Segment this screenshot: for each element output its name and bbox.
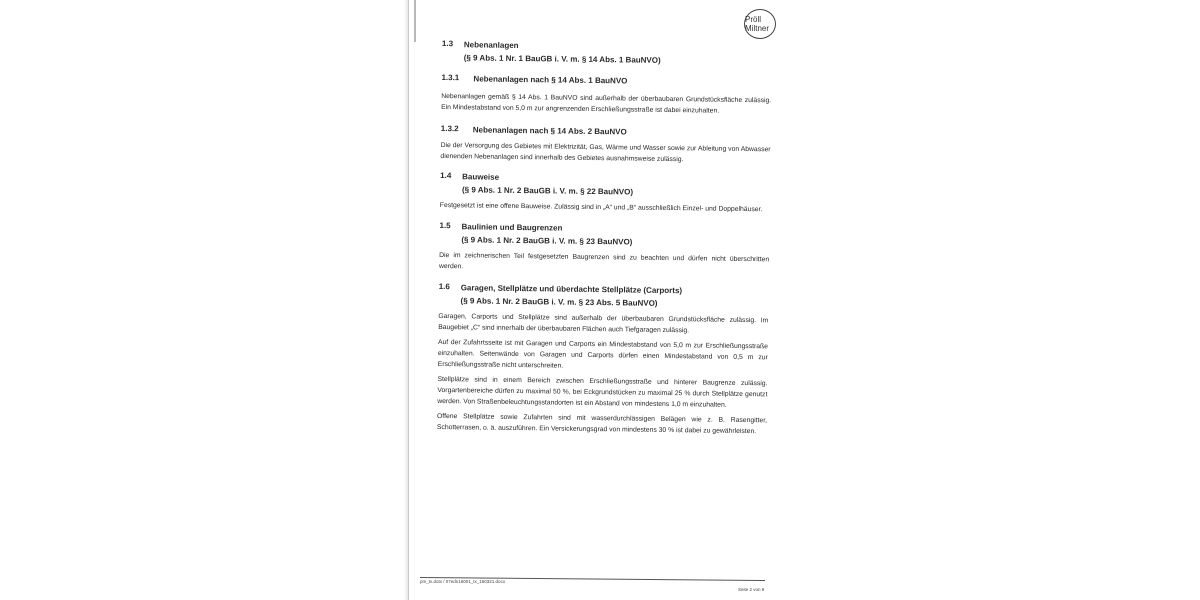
section-1-3-2 <box>440 123 770 166</box>
section-number: 1.3.1 <box>441 72 460 83</box>
section-1-3-1 <box>441 72 772 117</box>
section-1-5 <box>439 220 770 276</box>
footer-page-number: Seite 2 von 9 <box>738 587 765 592</box>
section-title: Garagen, Stellplätze und überdachte Stellplätze (Carports) <box>460 283 683 296</box>
document-content <box>437 38 772 437</box>
section-subtitle: (§ 9 Abs. 1 Nr. 2 BauGB i. V. m. § 23 Abs. 5 BauNVO) <box>460 296 658 308</box>
section-number: 1.3.2 <box>440 123 459 134</box>
section-1-6 <box>437 281 769 437</box>
section-title: Nebenanlagen <box>463 40 519 51</box>
binder-mark <box>414 0 416 42</box>
paragraph: Nebenanlagen gemäß § 14 Abs. 1 BauNVO sind außerhalb der überbaubaren Grundstücksfläche zulässig. Ein Mindestabstand von 5,0 m zur angrenzenden Erschließungsstraße ist dabei einzuhalten. <box>441 92 772 115</box>
paragraph: Garagen, Carports und Stellplätze sind außerhalb der überbaubaren Grundstücksfläche zulässig. Im Baugebiet „C“ sind innerhalb der überbaubaren Flächen auch Tiefgaragen zulässig. <box>438 312 769 335</box>
footer-filename: pm_tx.dotx / 07edn16001_tx_160321.docx <box>420 579 506 584</box>
paragraph: Offene Stellplätze sowie Zufahrten sind mit wasserdurchlässigen Belägen wie z. B. Rasengitter, Schotterrasen, o. ä. auszuführen. Ein Versickerungsgrad von mindestens 30 % ist dabei zu gewährleisten. <box>436 412 768 436</box>
logo-line-1: Pröll <box>745 15 762 24</box>
section-number: 1.4 <box>440 170 452 181</box>
section-subtitle: (§ 9 Abs. 1 Nr. 2 BauGB i. V. m. § 22 BauNVO) <box>461 185 634 197</box>
paragraph: Festgesetzt ist eine offene Bauweise. Zulässig sind in „A“ und „B“ ausschließlich Einzel- und Doppelhäuser. <box>439 201 763 214</box>
section-number: 1.3 <box>441 38 454 49</box>
section-1-4 <box>440 170 771 215</box>
section-number: 1.5 <box>439 220 451 231</box>
section-number: 1.6 <box>438 281 450 292</box>
paragraph: Auf der Zufahrtsseite ist mit Garagen und Carports ein Mindestabstand von 5,0 m zur Erschließungsstraße einzuhalten. Seitenwände von Garagen und Carports dürfen einen Mindestabstand von 0,5 m zur Erschließungsstraße nicht unterschreiten. <box>437 338 769 370</box>
paragraph: Die der Versorgung des Gebietes mit Elektrizität, Gas, Wärme und Wasser sowie zur Ableitung von Abwasser dienenden Nebenanlagen sind innerhalb des Gebietes ausnahmsweise zulässig. <box>440 141 771 164</box>
paragraph: Die im zeichnerischen Teil festgesetzten Baugrenzen sind zu beachten und dürfen nicht überschritten werden. <box>438 251 770 271</box>
logo-line-2: Miltner <box>745 24 770 33</box>
section-subtitle: (§ 9 Abs. 1 Nr. 2 BauGB i. V. m. § 23 BauNVO) <box>461 235 633 247</box>
section-title: Baulinien und Baugrenzen <box>461 222 563 233</box>
section-title: Nebenanlagen nach § 14 Abs. 1 BauNVO <box>473 74 628 86</box>
section-title: Nebenanlagen nach § 14 Abs. 2 BauNVO <box>472 125 627 137</box>
section-title: Bauweise <box>462 172 500 182</box>
paragraph: Stellplätze sind in einem Bereich zwischen Erschließungsstraße und hinterer Baugrenze zulässig. Vorgartenbereiche dürfen zu maximal 50 %, bei Eckgrundstücken zu maximal 25 % durch Stellplätze genutzt werden. Von Straßenbeleuchtungsstandorten ist ein Abstand von mindestens 1,0 m einzuhalten. <box>437 375 768 409</box>
company-logo <box>744 9 776 39</box>
section-subtitle: (§ 9 Abs. 1 Nr. 1 BauGB i. V. m. § 14 Abs. 1 BauNVO) <box>463 53 661 65</box>
section-1-3 <box>442 38 772 68</box>
